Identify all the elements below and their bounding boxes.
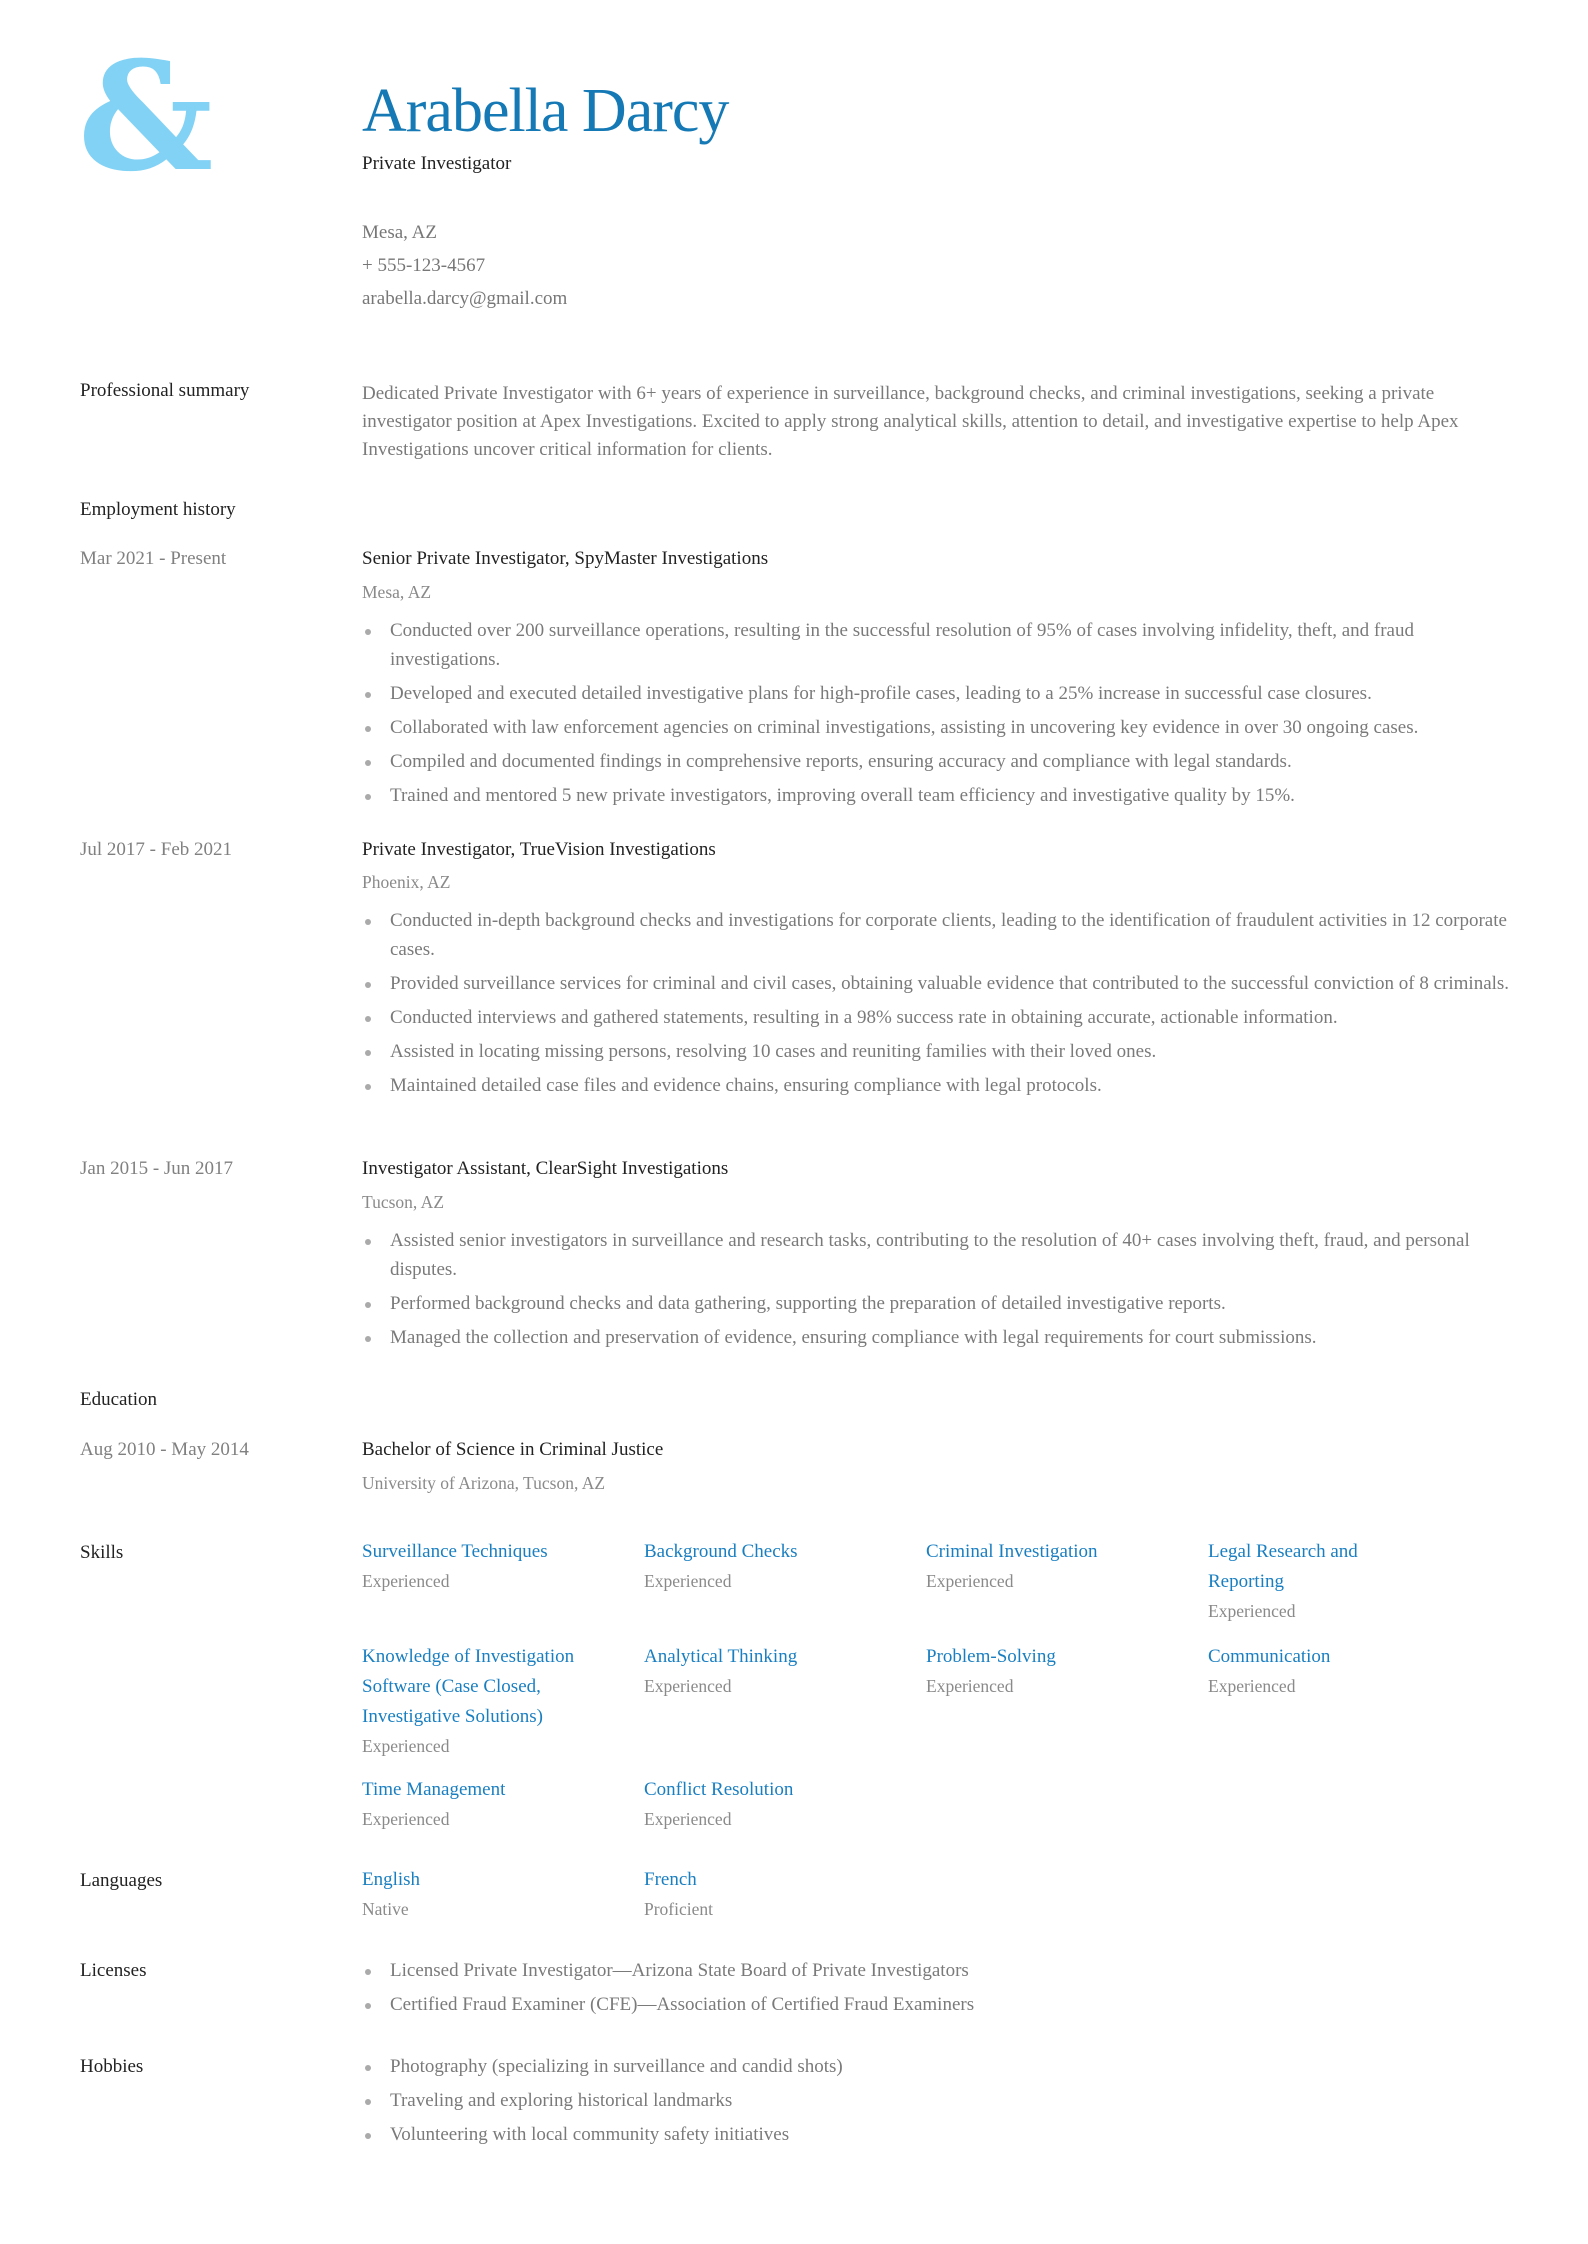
list-item: Assisted senior investigators in surveillance and research tasks, contributing to the resolution of 40+ cases involving theft, fraud, and personal disputes. [362, 1226, 1522, 1284]
employment-section-label: Employment history [80, 499, 236, 520]
skill-level: Experienced [362, 1571, 450, 1591]
skill-name: Background Checks [644, 1541, 798, 1562]
summary-text: Dedicated Private Investigator with 6+ years of experience in surveillance, background checks, and criminal investigations, seeking a private investigator position at Apex Investigations. Excited to apply strong analytical skills, attention to detail, and investigative expertise to help Apex Investigations uncover critical information for clients. [362, 383, 1459, 460]
employment-title: Investigator Assistant, ClearSight Investigations [362, 1158, 729, 1179]
hobbies-list [362, 2052, 1522, 2154]
skill-item [644, 1537, 884, 1595]
employment-dates: Jul 2017 - Feb 2021 [80, 839, 232, 860]
licenses-section-label: Licenses [80, 1960, 147, 1981]
skill-level: Experienced [644, 1571, 732, 1591]
employment-location: Phoenix, AZ [362, 872, 451, 892]
employment-title: Senior Private Investigator, SpyMaster Investigations [362, 548, 769, 569]
skill-item [1208, 1537, 1408, 1625]
ampersand-logo-icon: & [78, 29, 214, 205]
list-item: Assisted in locating missing persons, resolving 10 cases and reuniting families with their loved ones. [362, 1037, 1522, 1066]
contact-phone: + 555-123-4567 [362, 255, 486, 276]
skill-level: Experienced [1208, 1601, 1296, 1621]
skill-item [926, 1642, 1166, 1700]
language-name: French [644, 1869, 697, 1890]
job-title: Private Investigator [362, 153, 512, 174]
list-item: Licensed Private Investigator—Arizona State Board of Private Investigators [362, 1956, 1522, 1985]
education-school: University of Arizona, Tucson, AZ [362, 1473, 606, 1493]
skill-name: Knowledge of Investigation Software (Case Closed, Investigative Solutions) [362, 1646, 575, 1727]
employment-bullets [362, 1226, 1522, 1357]
language-item [644, 1865, 884, 1923]
employment-dates: Mar 2021 - Present [80, 548, 227, 569]
list-item: Certified Fraud Examiner (CFE)—Association of Certified Fraud Examiners [362, 1990, 1522, 2019]
list-item: Traveling and exploring historical landmarks [362, 2086, 1522, 2115]
list-item: Managed the collection and preservation of evidence, ensuring compliance with legal requirements for court submissions. [362, 1323, 1522, 1352]
education-degree: Bachelor of Science in Criminal Justice [362, 1439, 664, 1460]
education-section-label: Education [80, 1389, 158, 1410]
skill-level: Experienced [926, 1571, 1014, 1591]
education-dates: Aug 2010 - May 2014 [80, 1439, 249, 1460]
employment-location: Tucson, AZ [362, 1192, 445, 1212]
skill-level: Experienced [362, 1809, 450, 1829]
summary-section-label: Professional summary [80, 380, 250, 401]
list-item: Provided surveillance services for criminal and civil cases, obtaining valuable evidence that contributed to the successful conviction of 8 criminals. [362, 969, 1522, 998]
skill-item [362, 1775, 602, 1833]
employment-location: Mesa, AZ [362, 582, 432, 602]
contact-email[interactable]: arabella.darcy@gmail.com [362, 288, 568, 309]
employment-bullets [362, 616, 1522, 815]
skill-item [362, 1642, 612, 1760]
languages-section-label: Languages [80, 1870, 163, 1891]
skill-name: Surveillance Techniques [362, 1541, 548, 1562]
licenses-list [362, 1956, 1522, 2024]
skill-name: Analytical Thinking [644, 1646, 798, 1667]
list-item: Performed background checks and data gathering, supporting the preparation of detailed investigative reports. [362, 1289, 1522, 1318]
skill-item [644, 1775, 884, 1833]
employment-title: Private Investigator, TrueVision Investigations [362, 839, 716, 860]
skill-item [362, 1537, 602, 1595]
hobbies-section-label: Hobbies [80, 2056, 144, 2077]
skill-name: Conflict Resolution [644, 1779, 794, 1800]
list-item: Volunteering with local community safety initiatives [362, 2120, 1522, 2149]
language-name: English [362, 1869, 421, 1890]
skill-level: Experienced [644, 1809, 732, 1829]
skill-name: Problem-Solving [926, 1646, 1056, 1667]
list-item: Photography (specializing in surveillance and candid shots) [362, 2052, 1522, 2081]
skills-section-label: Skills [80, 1542, 124, 1563]
skill-level: Experienced [1208, 1676, 1296, 1696]
skill-name: Communication [1208, 1646, 1331, 1667]
skill-name: Time Management [362, 1779, 506, 1800]
skill-level: Experienced [362, 1736, 450, 1756]
list-item: Conducted interviews and gathered statements, resulting in a 98% success rate in obtaining accurate, actionable information. [362, 1003, 1522, 1032]
skill-item [926, 1537, 1166, 1595]
employment-bullets [362, 906, 1522, 1105]
skill-level: Experienced [644, 1676, 732, 1696]
list-item: Developed and executed detailed investigative plans for high-profile cases, leading to a 25% increase in successful case closures. [362, 679, 1522, 708]
skill-item [1208, 1642, 1448, 1700]
skill-name: Criminal Investigation [926, 1541, 1098, 1562]
skill-item [644, 1642, 884, 1700]
list-item: Maintained detailed case files and evidence chains, ensuring compliance with legal protocols. [362, 1071, 1522, 1100]
language-level: Native [362, 1899, 409, 1919]
employment-dates: Jan 2015 - Jun 2017 [80, 1158, 234, 1179]
list-item: Collaborated with law enforcement agencies on criminal investigations, assisting in uncovering key evidence in over 30 ongoing cases. [362, 713, 1522, 742]
candidate-name: Arabella Darcy [362, 77, 729, 145]
list-item: Conducted over 200 surveillance operations, resulting in the successful resolution of 95% of cases involving infidelity, theft, and fraud investigations. [362, 616, 1522, 674]
list-item: Conducted in-depth background checks and investigations for corporate clients, leading to the identification of fraudulent activities in 12 corporate cases. [362, 906, 1522, 964]
skill-name: Legal Research and Reporting [1208, 1541, 1358, 1592]
skill-level: Experienced [926, 1676, 1014, 1696]
contact-location: Mesa, AZ [362, 222, 437, 243]
list-item: Trained and mentored 5 new private investigators, improving overall team efficiency and investigative quality by 15%. [362, 781, 1522, 810]
language-level: Proficient [644, 1899, 714, 1919]
list-item: Compiled and documented findings in comprehensive reports, ensuring accuracy and compliance with legal standards. [362, 747, 1522, 776]
language-item [362, 1865, 602, 1923]
